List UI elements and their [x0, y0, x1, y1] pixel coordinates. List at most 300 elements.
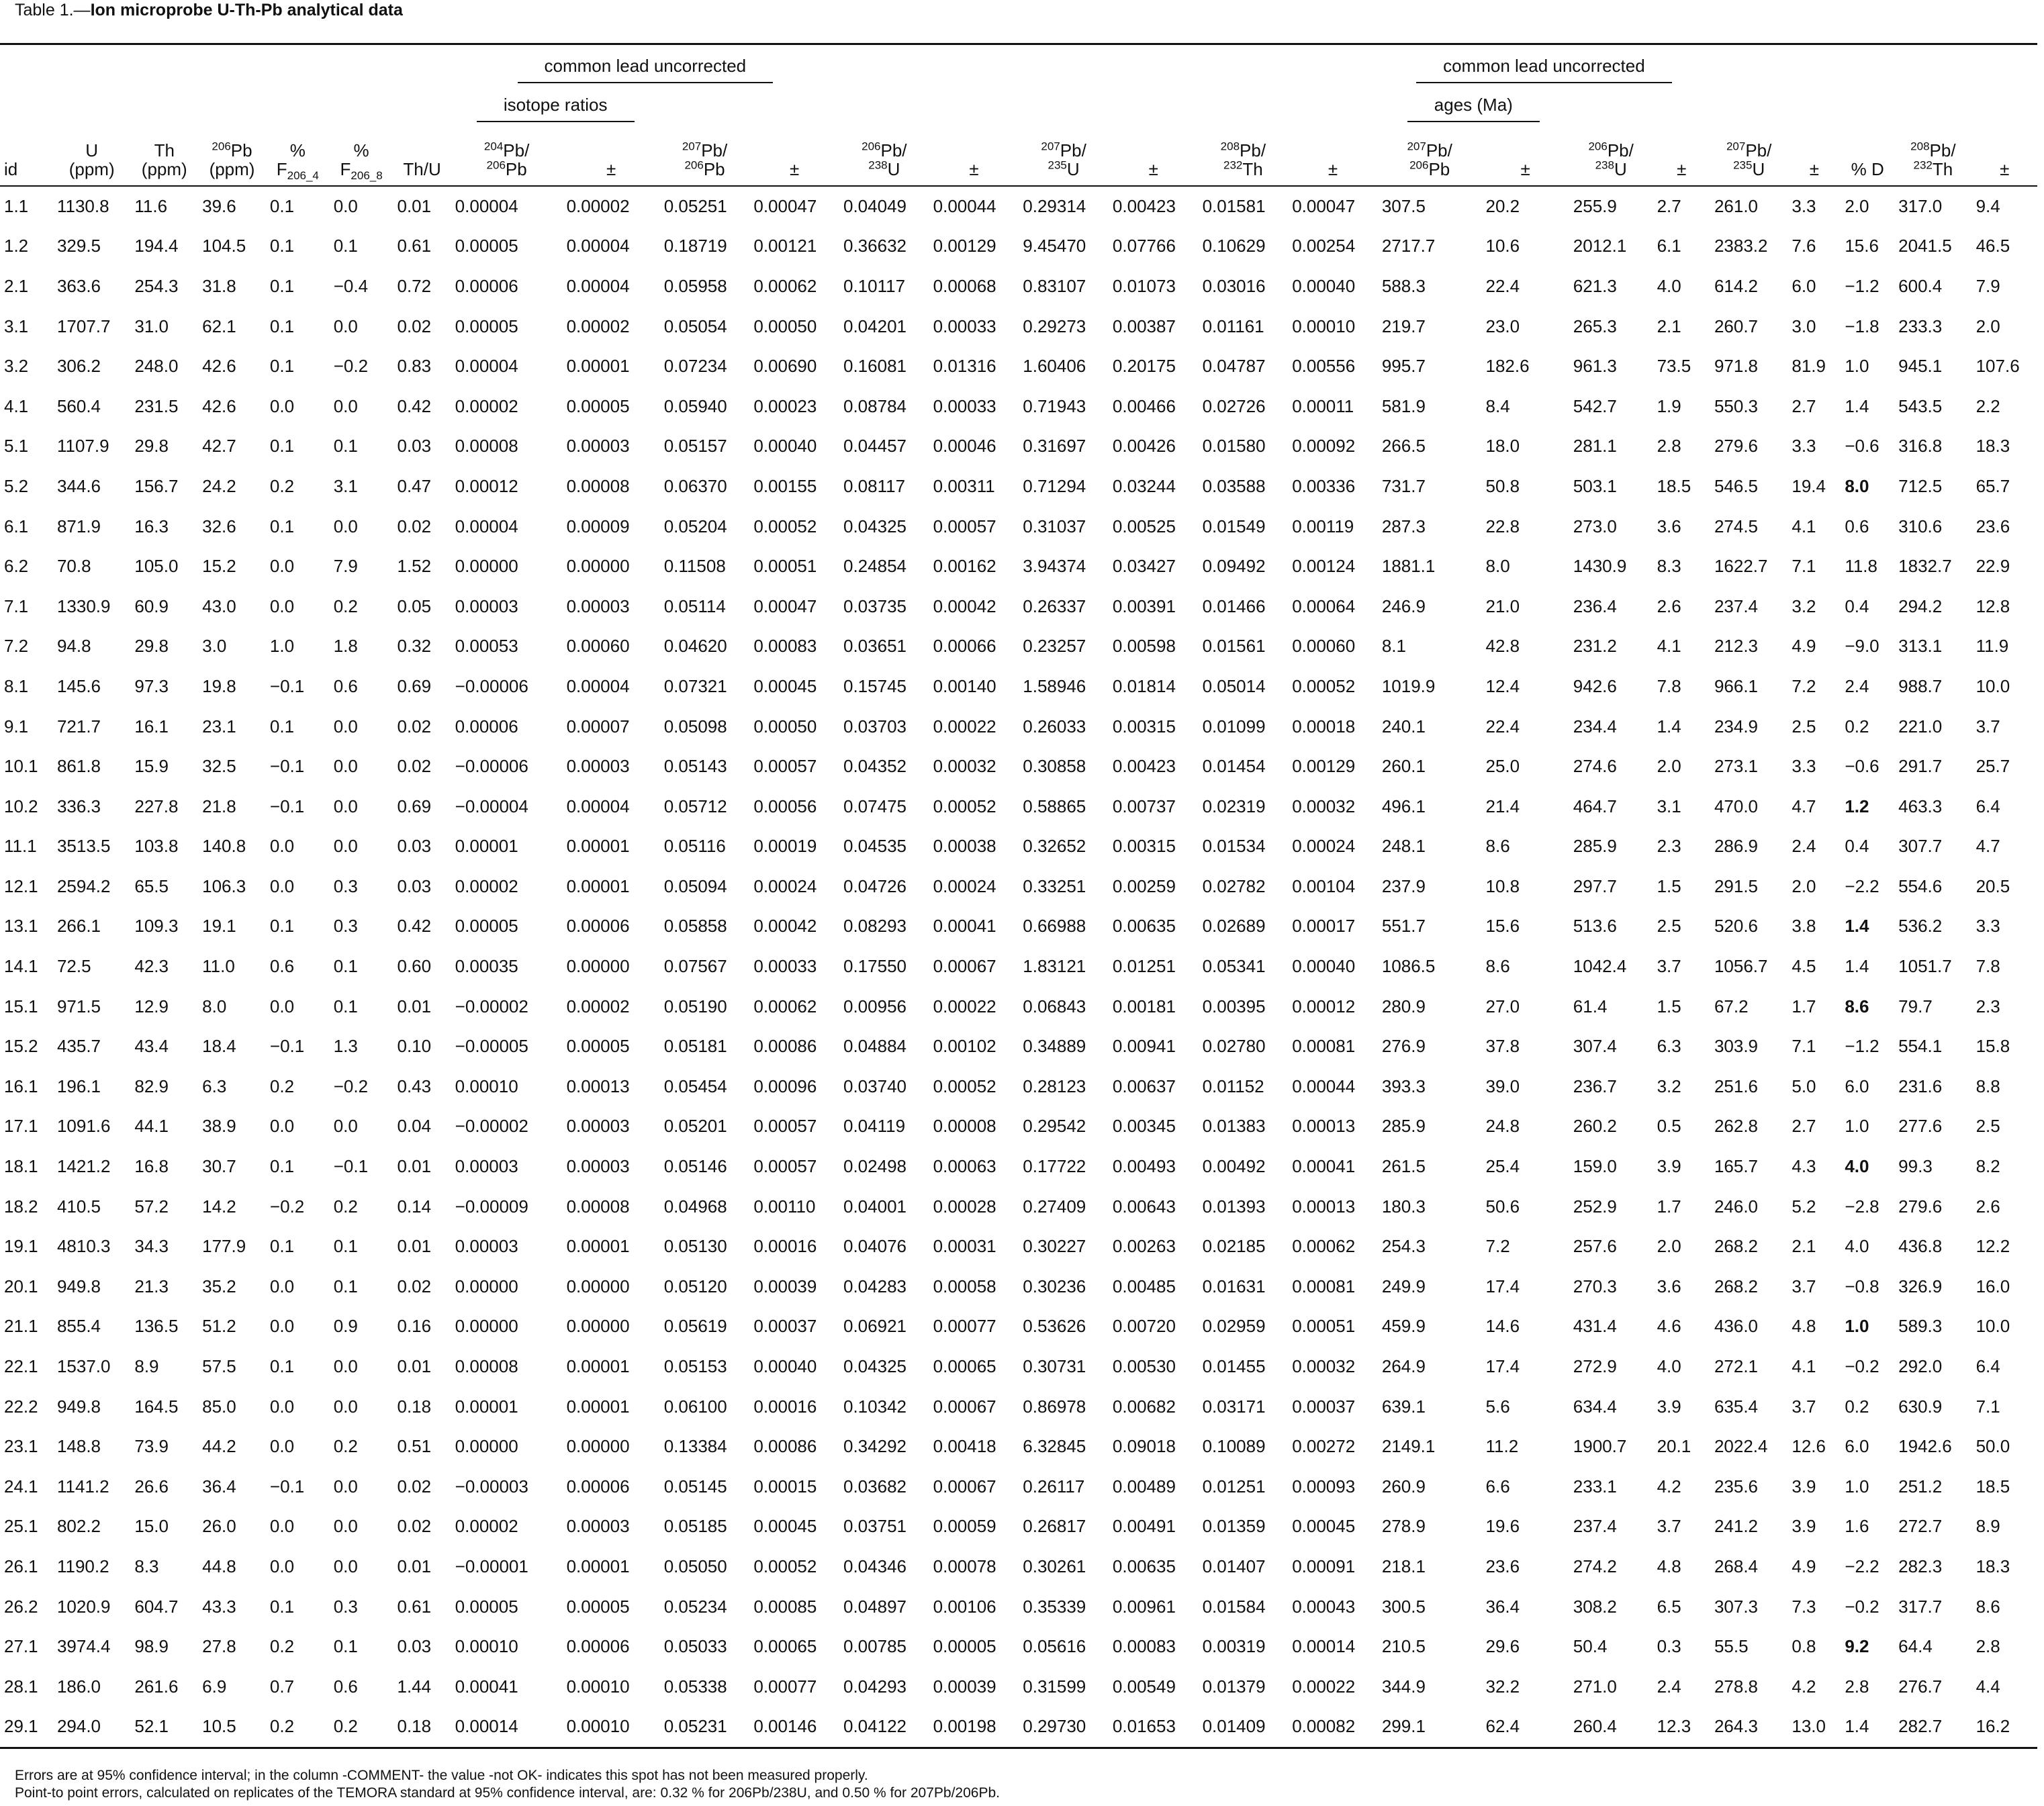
table-cell: 7.6 [1792, 236, 1816, 256]
table-row [0, 1547, 2037, 1587]
table-cell: 8.8 [1976, 1076, 2000, 1096]
table-row [0, 186, 2037, 227]
table-cell: 79.7 [1898, 996, 1933, 1016]
table-cell: 236.7 [1573, 1076, 1617, 1096]
col-err: ± [1520, 158, 1530, 179]
table-cell: 241.2 [1714, 1516, 1759, 1537]
table-cell: 0.00737 [1112, 796, 1176, 816]
table-cell: 1.4 [1845, 956, 1869, 977]
table-cell: 17.4 [1485, 1356, 1520, 1377]
col-pb206-u238: $^{206}$Pb/ $^{238}$U [862, 139, 907, 179]
table-cell: 0.42 [397, 916, 432, 937]
table-cell: 329.5 [56, 236, 101, 256]
table-cell: 0.0 [333, 1116, 358, 1137]
table-cell: 0.00643 [1112, 1196, 1176, 1217]
table-cell: 0.0 [333, 1556, 358, 1576]
table-cell: 11.0 [202, 956, 235, 977]
table-cell: 0.00044 [933, 195, 996, 216]
table-cell: 363.6 [56, 275, 101, 296]
table-cell: 8.6 [1976, 1596, 2000, 1617]
table-cell: 0.00010 [455, 1636, 518, 1657]
table-cell: 0.0 [333, 395, 358, 416]
table-cell: 0.05185 [663, 1516, 727, 1537]
table-cell: 4.3 [1792, 1156, 1816, 1177]
table-cell: 1051.7 [1898, 956, 1952, 977]
table-cell: 308.2 [1573, 1596, 1617, 1617]
table-cell: 0.05454 [663, 1076, 727, 1096]
table-cell: 50.0 [1976, 1436, 2010, 1457]
table-cell: 4.9 [1792, 636, 1816, 657]
table-cell: 0.00017 [1292, 916, 1356, 937]
table-cell: 25.0 [1485, 756, 1520, 777]
table-cell: 264.3 [1714, 1716, 1759, 1737]
table-cell: 1.0 [269, 636, 295, 657]
table-cell: 0.05098 [663, 716, 727, 736]
table-cell: 0.00682 [1112, 1396, 1176, 1417]
table-cell: 8.0 [1845, 475, 1869, 496]
table-cell: 85.0 [202, 1396, 236, 1417]
table-cell: 70.8 [56, 556, 91, 577]
table-cell: 0.0 [269, 996, 295, 1016]
table-cell: 279.6 [1898, 1196, 1943, 1217]
table-cell: 0.2 [1845, 716, 1869, 736]
col-err: ± [1677, 158, 1687, 179]
col-pb208-th232: $^{208}$Pb/ $^{232}$Th [1220, 139, 1266, 179]
table-cell: 0.00549 [1112, 1676, 1176, 1697]
table-cell: 11.8 [1845, 556, 1877, 577]
table-cell: 0.08784 [843, 395, 907, 416]
table-cell: 0.0 [269, 1276, 295, 1296]
table-cell: 3.2 [1792, 596, 1816, 616]
table-cell: 336.3 [56, 796, 101, 816]
table-cell: 268.4 [1714, 1556, 1759, 1576]
table-cell: 1107.9 [56, 436, 109, 457]
table-cell: 3.3 [1792, 756, 1816, 777]
table-cell: 12.2 [1976, 1236, 2010, 1257]
table-cell: 23.0 [1485, 316, 1520, 336]
table-cell: 0.05116 [663, 836, 726, 857]
table-cell: −9.0 [1845, 636, 1879, 657]
table-cell: 0.4 [1845, 596, 1869, 616]
table-cell: 0.2 [269, 1716, 295, 1737]
table-cell: −0.6 [1845, 436, 1879, 457]
table-cell: 6.32845 [1023, 1436, 1086, 1457]
cell-id: 10.2 [4, 796, 38, 816]
table-cell: 0.04884 [843, 1036, 907, 1057]
table-cell: 55.5 [1714, 1636, 1749, 1657]
table-cell: 42.6 [202, 356, 236, 377]
table-cell: 0.00043 [1292, 1596, 1356, 1617]
table-row [0, 1106, 2037, 1147]
table-cell: 3.94374 [1023, 556, 1086, 577]
table-cell: 0.00083 [753, 636, 817, 657]
table-cell: 0.36632 [843, 236, 907, 256]
table-cell: 0.00311 [933, 475, 995, 496]
table-caption [15, 0, 403, 20]
table-cell: 0.8 [1792, 1636, 1816, 1657]
table-cell: 19.8 [202, 675, 236, 696]
table-cell: 588.3 [1381, 275, 1426, 296]
table-cell: 0.07766 [1112, 236, 1176, 256]
table-cell: 6.9 [202, 1676, 227, 1697]
table-cell: 6.3 [1657, 1036, 1681, 1057]
table-cell: 0.00005 [455, 316, 518, 336]
table-cell: 0.00040 [1292, 956, 1356, 977]
table-cell: 0.00121 [753, 236, 817, 256]
table-cell: 266.5 [1381, 436, 1426, 457]
table-cell: 0.1 [333, 1636, 358, 1657]
table-cell: 0.43 [397, 1076, 432, 1096]
table-cell: 0.00010 [455, 1076, 518, 1096]
table-cell: −1.2 [1845, 275, 1879, 296]
table-cell: 4.8 [1792, 1316, 1816, 1337]
table-cell: 64.4 [1898, 1636, 1933, 1657]
table-cell: 1.9 [1657, 395, 1681, 416]
table-cell: 0.05181 [663, 1036, 727, 1057]
table-cell: 0.00062 [753, 996, 817, 1016]
table-cell: 4.2 [1657, 1476, 1681, 1496]
table-cell: 32.5 [202, 756, 236, 777]
table-cell: 0.33251 [1023, 875, 1086, 896]
table-cell: 10.6 [1485, 236, 1520, 256]
table-cell: 0.00162 [933, 556, 996, 577]
table-row [0, 506, 2037, 546]
col-id: id [4, 158, 18, 179]
table-cell: 0.00013 [1292, 1196, 1356, 1217]
table-cell: 0.00014 [455, 1716, 518, 1737]
table-cell: 0.00001 [566, 1556, 630, 1576]
cell-id: 5.2 [4, 475, 29, 496]
table-cell: 0.29273 [1023, 316, 1086, 336]
table-cell: 0.0 [269, 1436, 295, 1457]
cell-id: 29.1 [4, 1716, 38, 1737]
table-cell: −2.2 [1845, 1556, 1879, 1576]
table-cell: 0.00423 [1112, 756, 1176, 777]
table-cell: 0.00008 [566, 1196, 630, 1217]
table-cell: 0.00045 [753, 1516, 817, 1537]
table-cell: 1.58946 [1023, 675, 1086, 696]
table-cell: 297.7 [1573, 875, 1617, 896]
caption-title: Ion microprobe U-Th-Pb analytical data [90, 1, 403, 19]
table-cell: 0.00635 [1112, 1556, 1176, 1576]
col-th: Th (ppm) [141, 140, 187, 179]
table-cell: 0.04968 [663, 1196, 727, 1217]
table-cell: 261.5 [1381, 1156, 1426, 1177]
table-cell: 20.2 [1485, 195, 1520, 216]
table-cell: 6.0 [1845, 1076, 1869, 1096]
table-cell: 0.06921 [843, 1316, 907, 1337]
table-cell: 3.8 [1792, 916, 1816, 937]
table-cell: 0.00690 [753, 356, 817, 377]
table-cell: 257.6 [1573, 1236, 1617, 1257]
table-cell: 1.7 [1657, 1196, 1681, 1217]
table-cell: 0.01534 [1202, 836, 1266, 857]
table-cell: 0.04122 [843, 1716, 907, 1737]
table-cell: 0.00008 [566, 475, 630, 496]
table-cell: 7.2 [1485, 1236, 1510, 1257]
table-cell: 0.02 [397, 1276, 432, 1296]
table-cell: 0.00006 [455, 275, 518, 296]
table-cell: 0.34889 [1023, 1036, 1086, 1057]
table-cell: 0.03735 [843, 596, 907, 616]
table-cell: 0.00956 [843, 996, 907, 1016]
table-cell: 280.9 [1381, 996, 1426, 1016]
table-cell: 0.05234 [663, 1596, 727, 1617]
table-cell: 21.0 [1485, 596, 1520, 616]
table-cell: 237.4 [1573, 1516, 1617, 1537]
table-cell: 0.08117 [843, 475, 906, 496]
table-row [0, 306, 2037, 346]
table-cell: 1421.2 [56, 1156, 111, 1177]
table-cell: 0.04325 [843, 516, 907, 536]
table-cell: 44.8 [202, 1556, 236, 1576]
table-cell: 0.00000 [566, 1436, 630, 1457]
table-cell: 0.00006 [566, 1476, 630, 1496]
table-cell: 0.17722 [1023, 1156, 1086, 1177]
table-cell: 15.6 [1845, 236, 1879, 256]
table-cell: 0.00013 [566, 1076, 630, 1096]
table-cell: 18.5 [1976, 1476, 2010, 1496]
table-cell: 2041.5 [1898, 236, 1952, 256]
table-cell: −0.1 [269, 1036, 305, 1057]
table-cell: 0.00006 [455, 716, 518, 736]
table-row [0, 906, 2037, 947]
table-cell: 1622.7 [1714, 556, 1768, 577]
col-err: ± [969, 158, 979, 179]
cell-id: 1.1 [4, 195, 29, 216]
table-cell: 0.00004 [455, 195, 518, 216]
table-cell: 3.7 [1657, 956, 1681, 977]
table-cell: 8.9 [134, 1356, 159, 1377]
table-cell: 4.7 [1976, 836, 2000, 857]
table-cell: 32.2 [1485, 1676, 1520, 1697]
table-cell: 0.00002 [566, 195, 630, 216]
table-cell: −0.8 [1845, 1276, 1879, 1296]
table-cell: 0.00086 [753, 1036, 817, 1057]
table-cell: 1.4 [1845, 916, 1869, 937]
table-cell: 0.00635 [1112, 916, 1176, 937]
table-cell: 945.1 [1898, 356, 1943, 377]
table-cell: 12.4 [1485, 675, 1520, 696]
table-cell: 0.00031 [933, 1236, 996, 1257]
table-cell: 0.6 [333, 1676, 358, 1697]
table-cell: 464.7 [1573, 796, 1617, 816]
table-row [0, 1627, 2037, 1667]
table-row [0, 1347, 2037, 1387]
table-cell: 0.58865 [1023, 796, 1086, 816]
table-cell: 294.2 [1898, 596, 1943, 616]
table-cell: 0.02726 [1202, 395, 1266, 416]
table-cell: 3.7 [1976, 716, 2000, 736]
table-cell: 282.7 [1898, 1716, 1943, 1737]
table-cell: 436.0 [1714, 1316, 1759, 1337]
table-cell: 0.69 [397, 675, 432, 696]
table-cell: 0.6 [333, 675, 358, 696]
table-cell: 236.4 [1573, 596, 1617, 616]
table-cell: 254.3 [1381, 1236, 1426, 1257]
table-cell: 50.8 [1485, 475, 1520, 496]
table-cell: 0.05094 [663, 875, 727, 896]
table-cell: 1.5 [1657, 875, 1681, 896]
table-cell: 0.0 [333, 1396, 358, 1417]
table-cell: 2.7 [1792, 1116, 1816, 1137]
table-row [0, 947, 2037, 987]
table-cell: 0.00315 [1112, 716, 1176, 736]
table-cell: 1020.9 [56, 1596, 111, 1617]
table-cell: 0.00002 [566, 996, 630, 1016]
table-cell: 260.1 [1381, 756, 1426, 777]
table-cell: 10.0 [1976, 675, 2010, 696]
table-cell: 0.0 [269, 596, 295, 616]
table-cell: 0.0 [269, 1116, 295, 1137]
table-cell: 0.01316 [933, 356, 996, 377]
table-cell: 240.1 [1381, 716, 1426, 736]
table-cell: 23.6 [1485, 1556, 1520, 1576]
table-cell: −0.2 [1845, 1596, 1879, 1617]
table-cell: 0.01 [397, 195, 432, 216]
table-cell: 0.00001 [566, 1356, 630, 1377]
table-cell: 0.00395 [1202, 996, 1266, 1016]
table-cell: 246.0 [1714, 1196, 1759, 1217]
table-cell: 0.00941 [1112, 1036, 1176, 1057]
table-cell: 0.00000 [455, 1276, 518, 1296]
table-cell: 3974.4 [56, 1636, 111, 1657]
table-cell: 0.04 [397, 1116, 432, 1137]
table-cell: 17.4 [1485, 1276, 1520, 1296]
table-cell: 0.04001 [843, 1196, 907, 1217]
table-cell: 995.7 [1381, 356, 1426, 377]
table-cell: 0.61 [397, 236, 432, 256]
table-cell: 0.05157 [663, 436, 727, 457]
table-cell: 0.71294 [1023, 475, 1086, 496]
table-cell: 156.7 [134, 475, 179, 496]
table-cell: 0.00052 [1292, 675, 1356, 696]
group-header-common-lead-ages: common lead uncorrected [1378, 44, 1710, 83]
table-cell: 0.0 [333, 1356, 358, 1377]
table-cell: 1.6 [1845, 1516, 1869, 1537]
table-cell: 248.1 [1381, 836, 1426, 857]
cell-id: 25.1 [4, 1516, 38, 1537]
table-row [0, 386, 2037, 426]
table-cell: 62.1 [202, 316, 236, 336]
table-cell: −0.1 [269, 1476, 305, 1496]
table-cell: 3.3 [1792, 195, 1816, 216]
table-cell: 282.3 [1898, 1556, 1943, 1576]
table-cell: 1091.6 [56, 1116, 111, 1137]
table-cell: 0.00001 [455, 1396, 518, 1417]
table-cell: 6.6 [1485, 1476, 1510, 1496]
table-cell: 503.1 [1573, 475, 1617, 496]
table-cell: 0.30731 [1023, 1356, 1086, 1377]
table-cell: 231.6 [1898, 1076, 1943, 1096]
table-cell: 251.2 [1898, 1476, 1943, 1496]
table-cell: 0.00047 [1292, 195, 1356, 216]
table-cell: 0.00003 [455, 596, 518, 616]
table-cell: 0.04897 [843, 1596, 907, 1617]
table-cell: 6.4 [1976, 796, 2000, 816]
table-cell: 0.00047 [753, 195, 817, 216]
table-cell: 0.00009 [566, 516, 630, 536]
table-cell: 0.00005 [933, 1636, 996, 1657]
table-cell: 0.0 [269, 836, 295, 857]
table-cell: 966.1 [1714, 675, 1759, 696]
table-cell: 265.3 [1573, 316, 1617, 336]
table-cell: 1330.9 [56, 596, 111, 616]
table-cell: 0.05153 [663, 1356, 727, 1377]
table-cell: 0.17550 [843, 956, 907, 977]
table-cell: 0.01 [397, 1156, 432, 1177]
table-cell: 0.02 [397, 1476, 432, 1496]
table-cell: 2.4 [1845, 675, 1869, 696]
table-cell: 0.26817 [1023, 1516, 1086, 1537]
table-cell: 0.10 [397, 1036, 432, 1057]
table-cell: 431.4 [1573, 1316, 1617, 1337]
table-cell: 0.00146 [753, 1716, 817, 1737]
table-cell: 97.3 [134, 675, 169, 696]
table-cell: 0.00064 [1292, 596, 1356, 616]
table-cell: 0.00000 [455, 1436, 518, 1457]
table-cell: 0.00077 [753, 1676, 817, 1697]
table-cell: 3.7 [1657, 1516, 1681, 1537]
table-cell: 0.00093 [1292, 1476, 1356, 1496]
col-pct-d: % D [1851, 158, 1884, 179]
note-errors: Errors are at 95% confidence interval; in the column -COMMENT- the value -not OK- indicates this spot has not been measured properly. [15, 1768, 868, 1783]
table-cell: 0.1 [269, 195, 295, 216]
table-cell: 0.00068 [933, 275, 996, 296]
table-cell: 0.01251 [1112, 956, 1176, 977]
table-cell: 10.8 [1485, 875, 1520, 896]
table-cell: 0.01099 [1202, 716, 1266, 736]
table-cell: 971.5 [56, 996, 101, 1016]
table-cell: 0.3 [333, 1596, 358, 1617]
table-cell: 546.5 [1714, 475, 1759, 496]
table-cell: 614.2 [1714, 275, 1759, 296]
table-cell: 287.3 [1381, 516, 1426, 536]
table-cell: 12.3 [1657, 1716, 1691, 1737]
table-cell: 0.00015 [753, 1476, 817, 1496]
table-cell: 1.0 [1845, 1116, 1869, 1137]
table-cell: 94.8 [56, 636, 91, 657]
table-cell: 2.0 [1657, 756, 1681, 777]
table-cell: 42.7 [202, 436, 236, 457]
table-row [0, 1707, 2037, 1748]
table-cell: 542.7 [1573, 395, 1617, 416]
table-cell: 0.05940 [663, 395, 727, 416]
table-cell: 4.9 [1792, 1556, 1816, 1576]
table-cell: 0.00002 [455, 395, 518, 416]
table-cell: 0.08293 [843, 916, 907, 937]
table-cell: 0.00081 [1292, 1036, 1356, 1057]
table-cell: 0.00102 [933, 1036, 996, 1057]
table-cell: 274.6 [1573, 756, 1617, 777]
table-cell: 0.05616 [1023, 1636, 1086, 1657]
table-cell: 0.02319 [1202, 796, 1266, 816]
table-cell: 942.6 [1573, 675, 1617, 696]
table-cell: 0.01409 [1202, 1716, 1266, 1737]
table-cell: 1707.7 [56, 316, 111, 336]
col-f206-4: % $F_{206\_4}$ [276, 140, 319, 182]
table-cell: 219.7 [1381, 316, 1426, 336]
table-cell: 0.00039 [753, 1276, 817, 1296]
table-cell: 0.00041 [455, 1676, 518, 1697]
table-cell: 15.2 [202, 556, 236, 577]
table-cell: 140.8 [202, 836, 246, 857]
table-cell: 0.00037 [753, 1316, 817, 1337]
table-cell: 26.6 [134, 1476, 169, 1496]
table-cell: 278.9 [1381, 1516, 1426, 1537]
table-cell: 35.2 [202, 1276, 236, 1296]
col-err: ± [1328, 158, 1338, 179]
